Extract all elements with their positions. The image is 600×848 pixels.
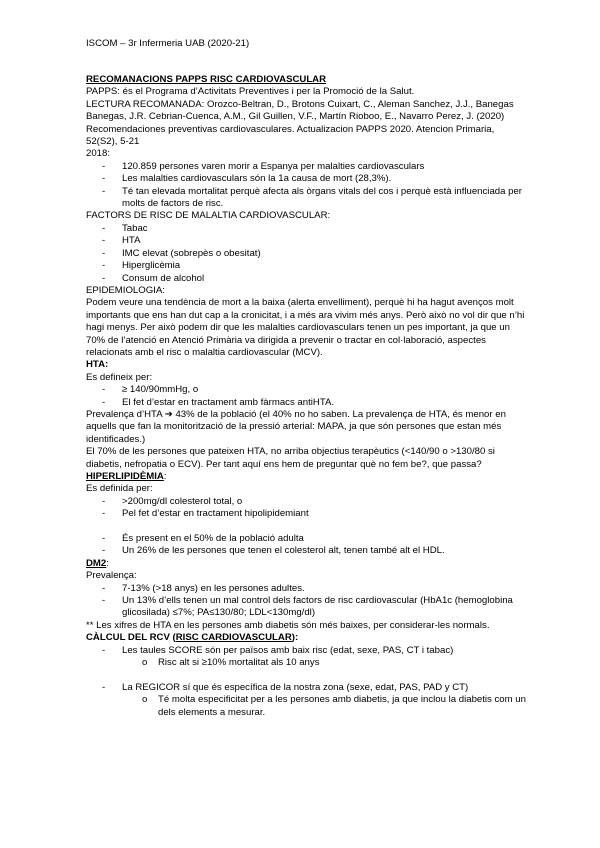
hta-definition: Es defineix per: [86,371,153,383]
papps-definition: PAPPS: és el Programa d’Activitats Preventives i per la Promoció de la Salut. [86,86,415,98]
rcv-list [86,645,526,670]
list-item: - Pel fet d’estar en tractament hipolipidemiant [86,508,526,520]
risk-factors-heading: FACTORS DE RISC DE MALALTIA CARDIOVASCULAR: [86,210,331,222]
spacer [86,669,526,681]
list-item: - HTA [86,235,526,247]
diabetes-note: ** Les xifres de HTA en les persones amb diabetis són més baixes, per considerar-les normals. [86,619,490,631]
page-header: ISCOM – 3r Infermeria UAB (2020-21) [86,38,250,49]
dm2-title: DM2 [86,557,107,569]
hta-heading: HTA: [86,359,109,371]
document-title: RECOMANACIONS PAPPS RISC CARDIOVASCULAR [86,74,327,85]
epidemiology-heading: EPIDEMIOLOGIA: [86,284,165,296]
hta-70-percent: El 70% de les persones que pateixen HTA, no arriba objectius terapèutics (<140/90 o >130/80 si diabetis, nefropatia o ECV). Per tant aquí ens hem de preguntar què no fem be?, que passa? [86,446,495,470]
hta-prevalence: Prevalença d’HTA ➔ 43% de la població (el 40% no ho saben. La prevalença de HTA, és menor en aquells que fan la monitorització de la pressió arterial: MAPA, ja que són persones que estan més identificades.) [86,408,506,445]
hyperlipidemia-list [86,496,526,521]
list-item: - És present en el 50% de la població adulta [86,533,526,545]
list-item: - Consum de alcohol [86,273,526,285]
hyperlipidemia-title: HIPERLIPIDÈMIA [86,471,164,482]
list-item: - Hiperglicèmia [86,260,526,272]
list-item: - Un 26% de les persones que tenen el colesterol alt, tenen també alt el HDL. [86,545,526,557]
rcv-title: CÀLCUL DEL RCV ( [86,632,176,644]
list-item: - Un 13% d’ells tenen un mal control dels factors de risc cardiovascular (HbA1c (hemoglobina glicosilada) ≤7%; PA≤130/80; LDL<130mg/dl) [86,595,526,620]
list-item: - El fet d’estar en tractament amb fàrmacs antiHTA. [86,397,526,409]
document-body [86,74,526,719]
recommended-reading: LECTURA RECOMANADA: Orozco-Beltran, D., Brotons Cuixart, C., Aleman Sanchez, J.J., Banegas Banegas, J.R. Cebrian-Cuenca, A.M., Gil Guillen, V.F., Martín Rioboo, E., Navarro Perez, J. (2020) Recomendaciones preventivas cardiovasculares. Actualizacion PAPPS 2020. Atencion Primaria, 52(S2), 5-21 [86,98,514,148]
list-item: - >200mg/dl colesterol total, o [86,496,526,508]
list-item: - Té tan elevada mortalitat perquè afecta als òrgans vitals del cos i perquè està influenciada per molts de factors de risc. [86,186,526,211]
epidemiology-text: Podem veure una tendència de mort a la baixa (alerta envelliment), perquè hi ha hagut avenços molt importants que ens han dut cap a la cronicitat, i a més ara vivim més anys. Però això no vol dir que n’hi hagi menys. Per això podem dir que les malalties cardiovasculars tenen un pes important, ja que un 70% de l’atenció en Atenció Primària va dirigida a prevenir o tractar en col·laboració, aspectes relacionats amb el risc o malaltia cardiovascular (MCV). [86,297,525,358]
list-subitem: o Risc alt si ≥10% mortalitat als 10 anys [86,657,526,669]
rcv-heading [86,632,526,644]
list-item: - ≥ 140/90mmHg, o [86,384,526,396]
list-item: - 120.859 persones varen morir a Espanya per malalties cardiovasculars [86,161,526,173]
spacer [86,521,526,533]
list-item: - Les taules SCORE són per països amb baix risc (edat, sexe, PAS, CT i tabac) [86,645,526,657]
hyperlipidemia-definition: Es definida per: [86,483,153,495]
list-2018 [86,161,526,211]
regicor-list [86,682,526,719]
list-item: - IMC elevat (sobrepès o obesitat) [86,248,526,260]
year-2018-label: 2018: [86,148,111,160]
dm2-colon: : [106,557,109,569]
list-item: - Les malalties cardiovasculars són la 1a causa de mort (28,3%). [86,173,526,185]
dm2-heading [86,558,526,570]
hta-list [86,384,526,409]
risk-factors-list [86,223,526,285]
list-subitem: o Té molta especificitat per a les persones amb diabetis, ja que inclou la diabetis com un dels elements a mesurar. [86,694,526,719]
rcv-title-end: ): [291,632,299,644]
list-item: - 7-13% (>18 anys) en les persones adultes. [86,583,526,595]
rcv-title-underlined: RISC CARDIOVASCULAR [175,632,292,644]
hyperlipidemia-colon: : [163,471,167,482]
list-item: - La REGICOR sí que és específica de la nostra zona (sexe, edat, PAS, PAD y CT) [86,682,526,694]
list-item: - Tabac [86,223,526,235]
dm2-prevalence-label: Prevalença: [86,570,137,582]
hyperlipidemia-list-2 [86,533,526,558]
dm2-list [86,583,526,620]
hyperlipidemia-heading [86,471,526,483]
